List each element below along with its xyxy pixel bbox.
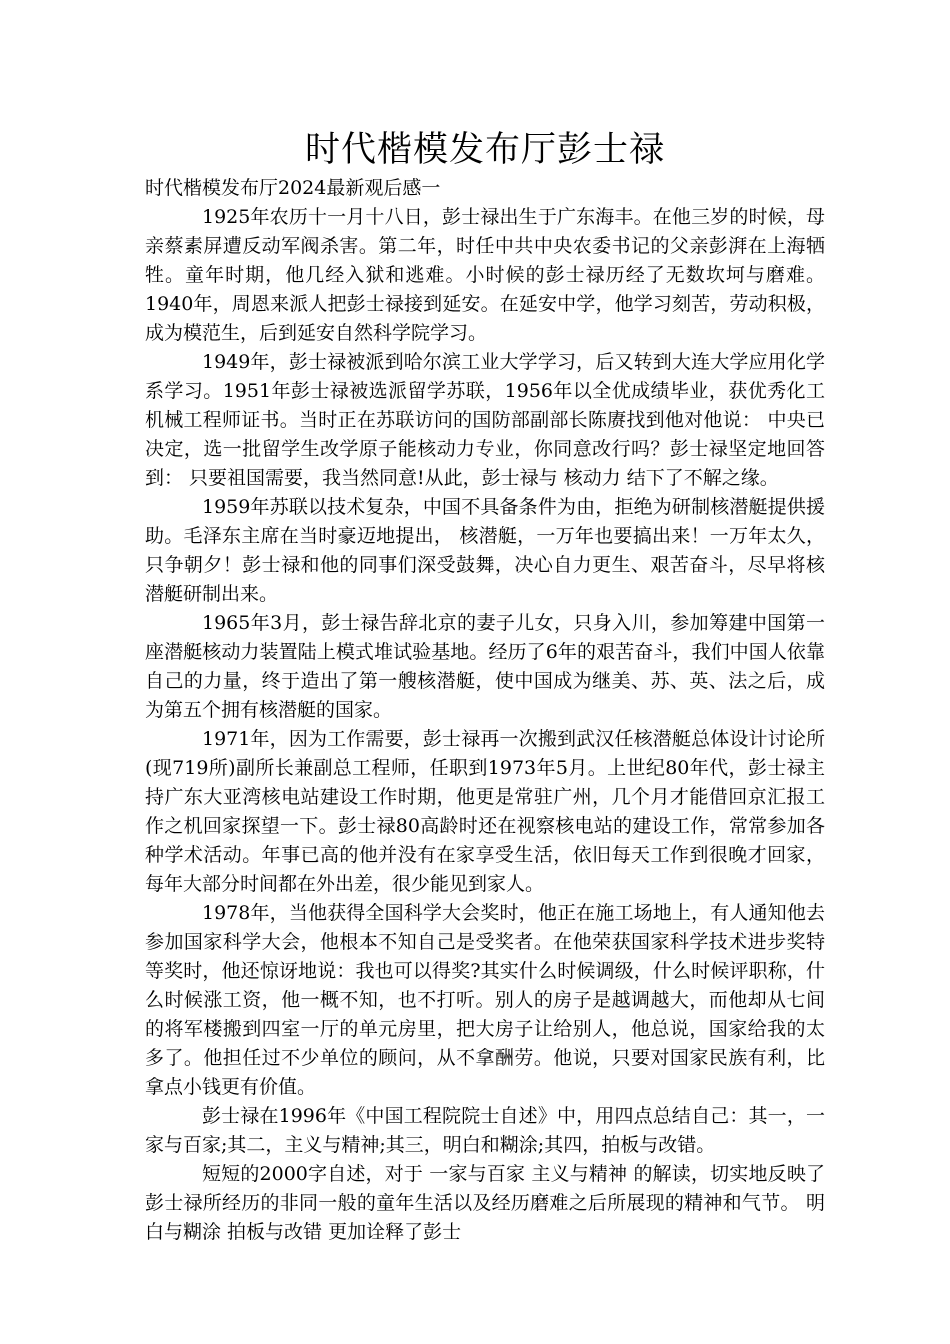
document-subtitle: 时代楷模发布厅2024最新观后感一 bbox=[145, 177, 441, 199]
paragraph-3: 1959年苏联以技术复杂，中国不具备条件为由，拒绝为研制核潜艇提供援助。毛泽东主席在当时豪迈地提出， 核潜艇，一万年也要搞出来！一万年太久，只争朝夕！彭士禄和他的同事们深受鼓舞，决心自力更生、艰苦奋斗，尽早将核潜艇研制出来。 bbox=[145, 496, 825, 605]
paragraph-1: 1925年农历十一月十八日，彭士禄出生于广东海丰。在他三岁的时候，母亲蔡素屏遭反动军阀杀害。第二年，时任中共中央农委书记的父亲彭湃在上海牺牲。童年时期，他几经入狱和逃难。小时候的彭士禄历经了无数坎坷与磨难。1940年，周恩来派人把彭士禄接到延安。在延安中学，他学习刻苦，劳动积极，成为模范生，后到延安自然科学院学习。 bbox=[145, 206, 825, 344]
paragraph-5: 1971年，因为工作需要，彭士禄再一次搬到武汉任核潜艇总体设计讨论所(现719所)副所长兼副总工程师，任职到1973年5月。上世纪80年代，彭士禄主持广东大亚湾核电站建设工作时期，他更是常驻广州，几个月才能借回京汇报工作之机回家探望一下。彭士禄80高龄时还在视察核电站的建设工作，常常参加各种学术活动。年事已高的他并没有在家享受生活，依旧每天工作到很晚才回家，每年大部分时间都在外出差，很少能见到家人。 bbox=[145, 728, 825, 895]
paragraph-8: 短短的2000字自述，对于 一家与百家 主义与精神 的解读，切实地反映了彭士禄所经历的非同一般的童年生活以及经历磨难之后所展现的精神和气节。 明白与糊涂 拍板与改错 更加诠释了彭士 bbox=[145, 1163, 825, 1243]
paragraph-6: 1978年，当他获得全国科学大会奖时，他正在施工场地上，有人通知他去参加国家科学大会，他根本不知自己是受奖者。在他荣获国家科学技术进步奖特等奖时，他还惊讶地说：我也可以得奖?其实什么时候调级，什么时候评职称，什么时候涨工资，他一概不知，也不打听。别人的房子是越调越大，而他却从七间的将军楼搬到四室一厅的单元房里，把大房子让给别人，他总说，国家给我的太多了。他担任过不少单位的顾问，从不拿酬劳。他说，只要对国家民族有利，比拿点小钱更有价值。 bbox=[145, 902, 825, 1098]
document-page bbox=[145, 128, 825, 1247]
paragraph-2: 1949年，彭士禄被派到哈尔滨工业大学学习，后又转到大连大学应用化学系学习。1951年彭士禄被选派留学苏联，1956年以全优成绩毕业，获优秀化工机械工程师证书。当时正在苏联访问的国防部副部长陈赓找到他对他说： 中央已决定，选一批留学生改学原子能核动力专业，你同意改行吗？彭士禄坚定地回答到： 只要祖国需要，我当然同意!从此，彭士禄与 核动力 结下了不解之缘。 bbox=[145, 351, 825, 489]
paragraph-4: 1965年3月，彭士禄告辞北京的妻子儿女，只身入川，参加筹建中国第一座潜艇核动力装置陆上模式堆试验基地。经历了6年的艰苦奋斗，我们中国人依靠自己的力量，终于造出了第一艘核潜艇，使中国成为继美、苏、英、法之后，成为第五个拥有核潜艇的国家。 bbox=[145, 612, 825, 721]
document-title: 时代楷模发布厅彭士禄 bbox=[304, 130, 665, 170]
paragraph-7: 彭士禄在1996年《中国工程院院士自述》中，用四点总结自己：其一，一家与百家;其二，主义与精神;其三，明白和糊涂;其四，拍板与改错。 bbox=[145, 1105, 825, 1156]
